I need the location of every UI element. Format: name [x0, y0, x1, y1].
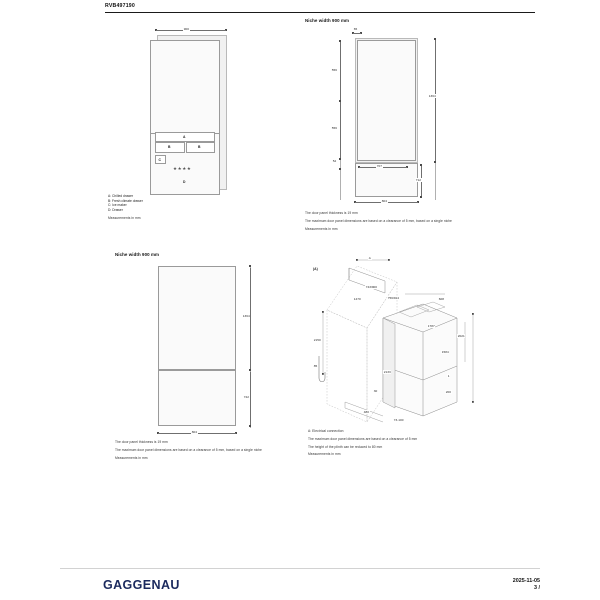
dim-tick: [339, 158, 341, 160]
dim-tick: [339, 168, 341, 170]
dim-label-left-bottom: 52: [332, 159, 337, 163]
dim-label-bottom-width: 804: [191, 430, 197, 434]
dim-tick: [249, 369, 251, 371]
caption-plinth-height: The height of the plinth can be reduced to 80 mm: [308, 444, 383, 449]
dim-label-niche-top-small: 65: [353, 27, 358, 31]
iso-dim-left-height: 2150: [313, 338, 321, 342]
door-panel-upper: [158, 266, 236, 370]
iso-dim-top-width: A: [368, 256, 371, 260]
brand-logo: GAGGENAU: [103, 578, 180, 592]
caption-electrical-connection: A: Electrical connection: [308, 429, 344, 433]
iso-dim-right-small: 1: [447, 374, 450, 378]
caption-measurements: Measurements in mm: [115, 455, 148, 460]
dimension-line-right-height: [435, 40, 436, 161]
niche-bottom-title: Niche width 900 mm: [115, 252, 160, 257]
iso-dim-right-body: 1584: [441, 350, 449, 354]
compartment-d-label: D: [183, 180, 186, 184]
caption-clearance: The maximum door panel dimensions are based on a clearance of 5 mm, based on a single niche: [305, 218, 452, 223]
dimension-line-width: [156, 30, 226, 31]
dim-tick: [434, 161, 436, 163]
iso-marker-a: (A): [313, 267, 318, 271]
model-number: RVB497190: [105, 3, 135, 9]
niche-top-title: Niche width 900 mm: [305, 18, 350, 23]
iso-dim-plinth: 2133: [383, 370, 391, 374]
isometric-drawing: [305, 252, 495, 427]
dim-label-left-lower: 556: [331, 126, 337, 130]
compartment-b-right-label: B: [198, 145, 201, 149]
dimension-line-left-lower: [340, 102, 341, 158]
iso-dim-inner-2: 756/914: [387, 296, 399, 300]
iso-captions: [308, 429, 488, 460]
dimension-line-upper-height: [250, 268, 251, 369]
niche-lower-rect: [355, 163, 418, 197]
panel-isometric-installation: [305, 252, 495, 467]
caption-clearance: The maximum door panel dimensions are based on a clearance of 5 mm, based on a single niche: [115, 447, 262, 452]
dimension-line-inner-width: [359, 167, 407, 168]
front-view-legend: [108, 194, 143, 212]
caption-clearance: The maximum door panel dimensions are based on a clearance of 5 mm: [308, 436, 418, 441]
dim-label-niche-height: 1364: [428, 94, 436, 98]
dim-label-left-upper: 556: [331, 68, 337, 72]
dim-tick: [249, 425, 251, 427]
legend-item-d: D: Drawer: [108, 207, 123, 212]
iso-dim-chamfer: 1787: [427, 324, 435, 328]
iso-dim-right-mid: 2021: [457, 334, 465, 338]
panel-niche-top: [300, 18, 480, 233]
document-header: [105, 3, 535, 10]
iso-dim-bottom-range: 73-100: [393, 418, 404, 422]
dim-label-upper-height: 1364: [242, 314, 250, 318]
page-number: 3 /: [534, 585, 540, 592]
freezer-star-rating: ★★★★: [173, 166, 192, 171]
niche-top-captions: [305, 211, 475, 234]
dimension-line-left-upper: [340, 42, 341, 100]
dim-tick: [249, 265, 251, 267]
caption-panel-thickness: The door panel thickness is 19 mm: [115, 440, 168, 444]
iso-dim-inner-1: 1470: [353, 297, 361, 301]
footer-meta: [513, 578, 540, 593]
dimension-line-lower-height: [250, 372, 251, 425]
dim-label-depth: 712: [415, 178, 421, 182]
niche-inner-rect: [357, 40, 416, 161]
iso-dim-right-top: 608: [438, 297, 444, 301]
dimension-line-top-small: [353, 33, 361, 34]
panel-niche-bottom: [110, 252, 270, 467]
panel-front-view: [105, 18, 255, 228]
iso-dim-bottom-small: 480: [363, 410, 369, 414]
header-divider: [105, 12, 535, 13]
legend-item-c: C: Ice maker: [108, 203, 127, 207]
dim-label-front-width: 900: [183, 27, 189, 31]
compartment-b-left-label: B: [168, 145, 171, 149]
compartment-c-label: C: [158, 157, 161, 162]
caption-panel-thickness: The door panel thickness is 19 mm: [305, 211, 358, 215]
legend-item-a: A: Chilled drawer: [108, 194, 134, 198]
caption-measurements: Measurements in mm: [308, 452, 341, 457]
front-view-measurements-note: Measurements in mm: [108, 216, 141, 220]
caption-measurements: Measurements in mm: [305, 226, 338, 231]
iso-dim-right-low: 200: [445, 390, 451, 394]
legend-item-b: B: Fresh climate drawer: [108, 198, 143, 203]
footer-divider: [60, 568, 540, 569]
iso-dim-side-small: 85: [313, 364, 318, 368]
iso-dim-plinth-small: 30: [373, 389, 378, 393]
compartment-a-label: A: [183, 135, 186, 139]
appliance-front-face: [150, 40, 220, 195]
dim-tick: [420, 196, 422, 198]
document-date: 2025-11-05: [512, 578, 540, 584]
dim-label-inner-width: 707: [376, 164, 382, 168]
door-panel-lower: [158, 370, 236, 426]
dim-label-lower-height: 722: [243, 395, 249, 399]
dim-label-bottom-width: 804: [381, 199, 387, 203]
niche-bottom-captions: [115, 440, 265, 463]
iso-dim-depth-top: 743/900: [365, 285, 377, 289]
